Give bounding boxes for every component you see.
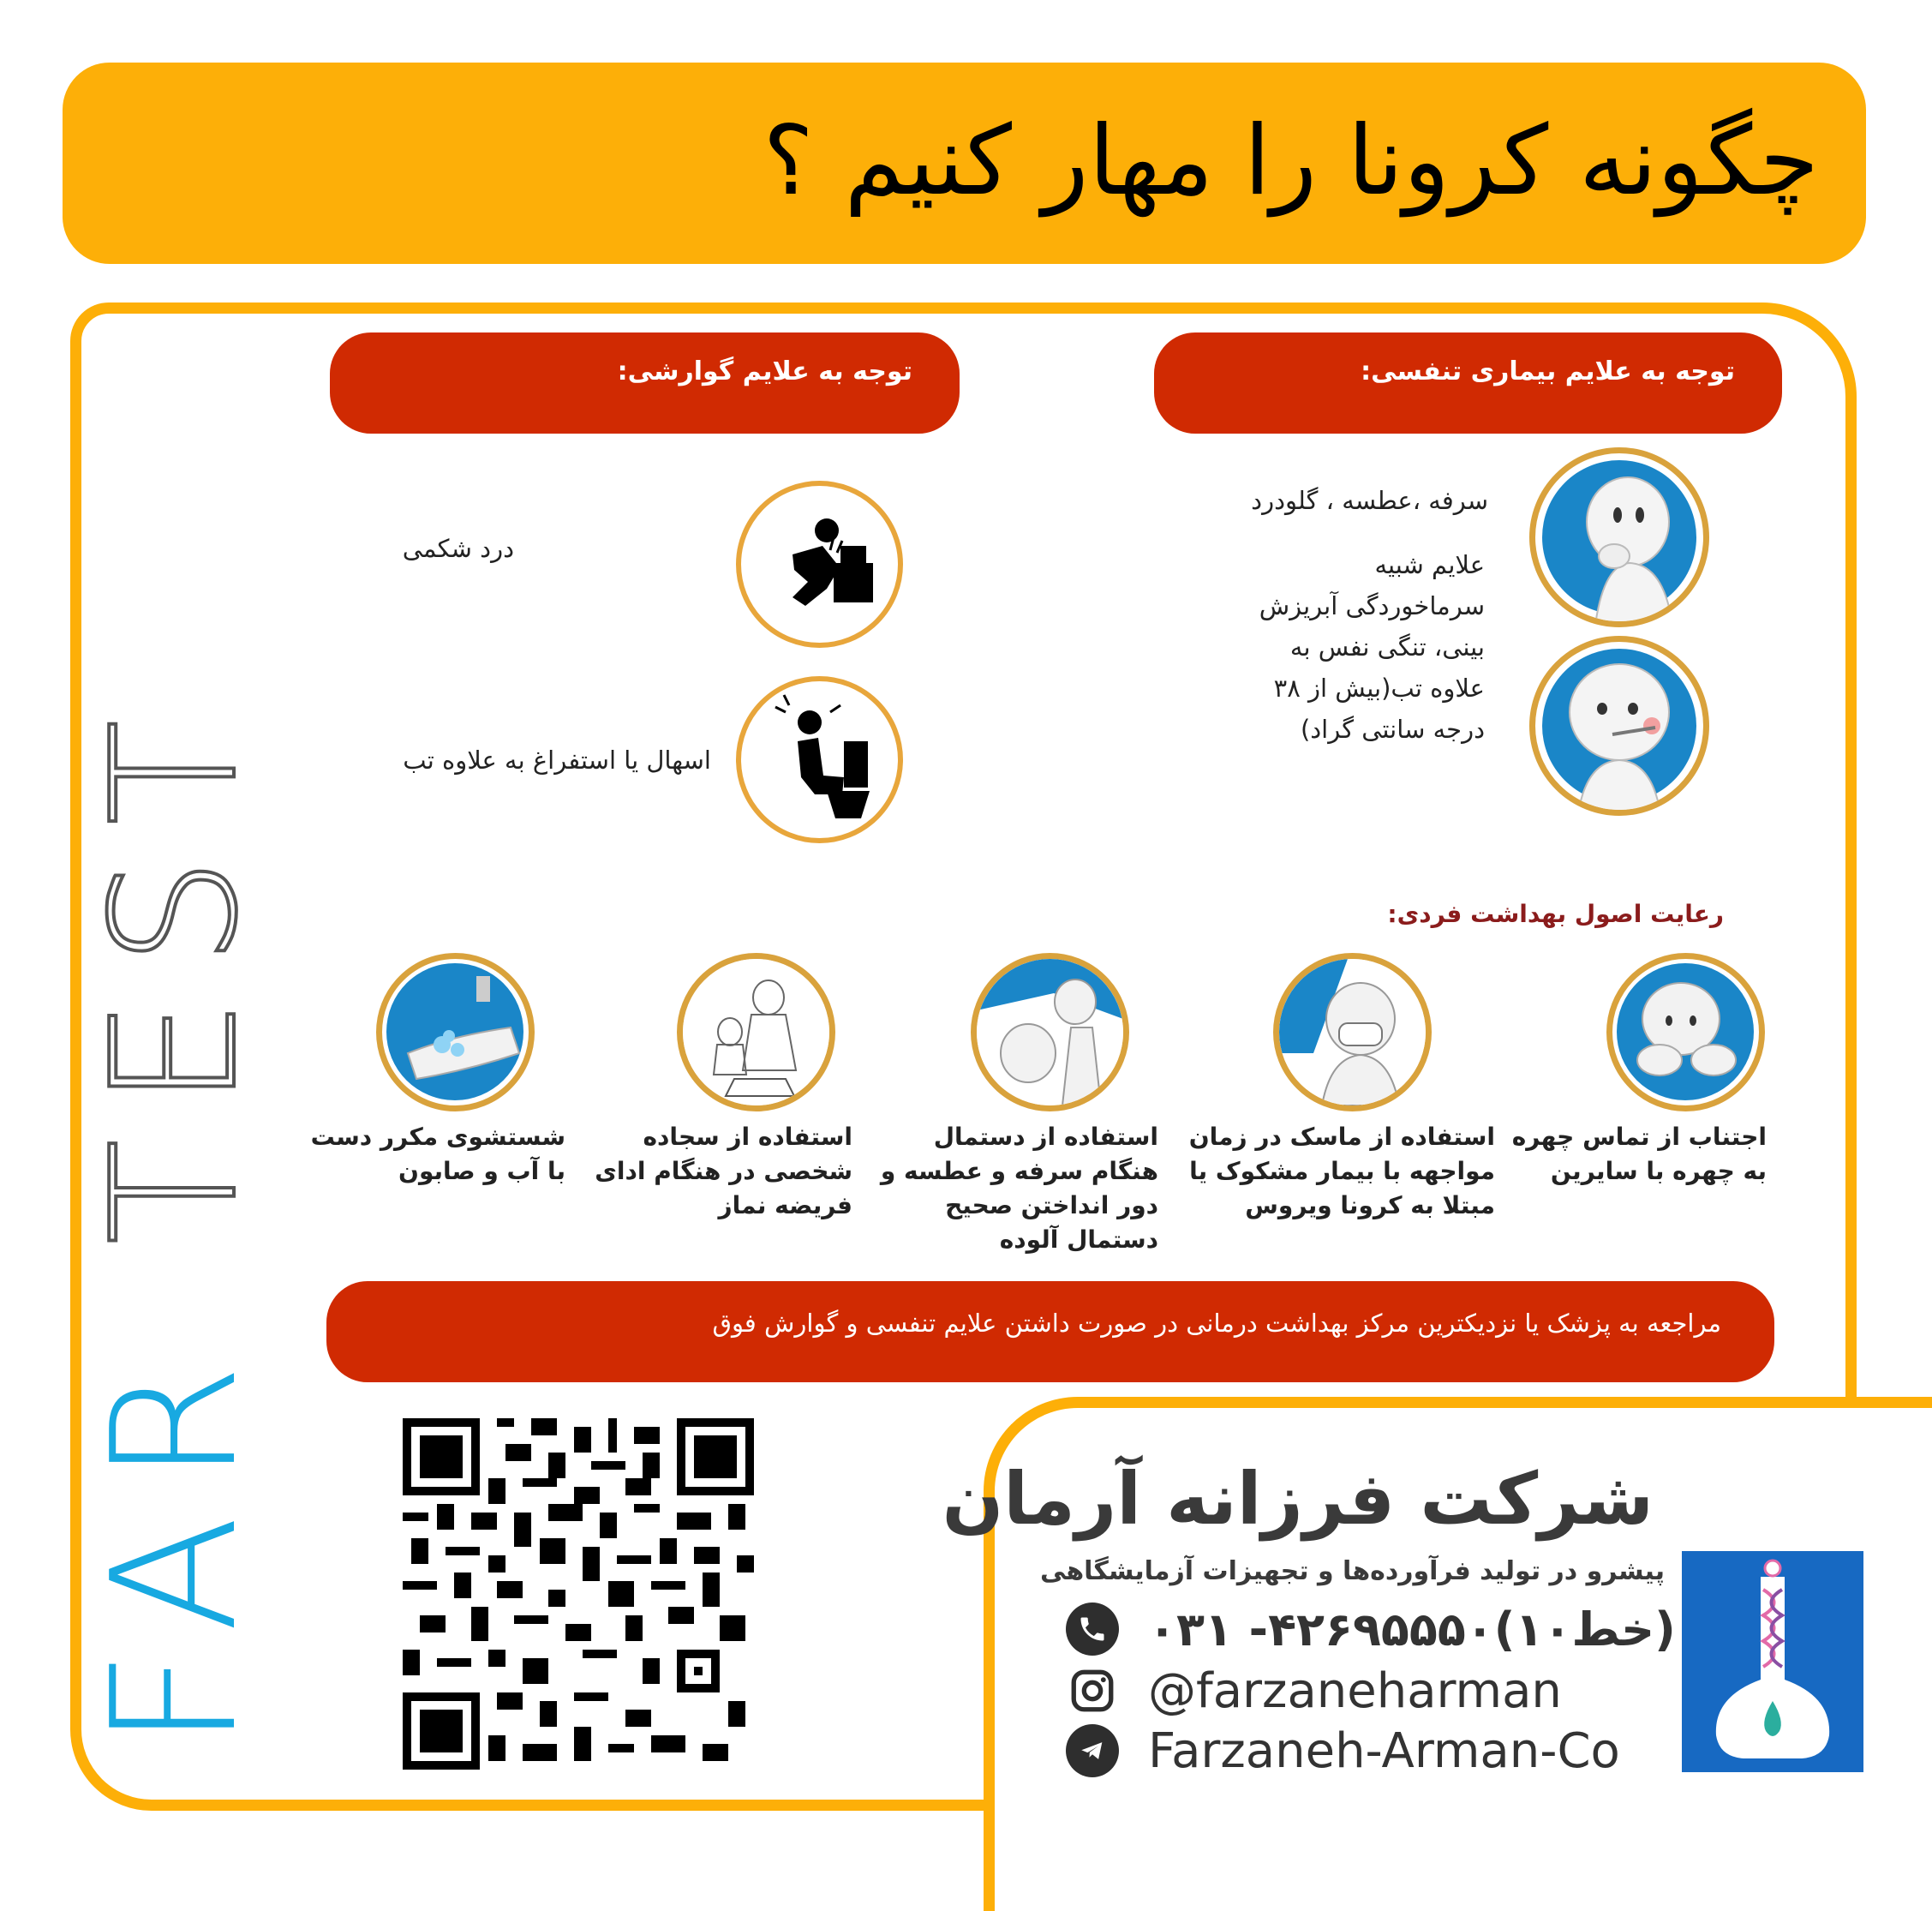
hygiene-label-line: شستشوی مکرر دست: [310, 1123, 565, 1151]
prayer-rug-icon: [677, 953, 835, 1111]
hygiene-label-line: استفاده از دستمال: [933, 1123, 1158, 1151]
phone-number: ۰۳۱ -۴۲۶۹۵۵۵۰(۱۰خط): [1148, 1602, 1676, 1656]
respiratory-symptom-2-line: علایم شبیه: [1374, 550, 1485, 579]
page-title: چگونه کرونا را مهار کنیم ؟: [763, 105, 1819, 217]
company-name: شرکت فرزانه آرمان: [942, 1457, 1654, 1541]
digestive-symptom-2: اسهال یا استفراغ به علاوه تب: [403, 746, 711, 775]
instagram-row[interactable]: [1066, 1661, 1562, 1721]
digestive-symptom-1: درد شکمی: [402, 534, 514, 563]
cough-figure-icon: [1529, 447, 1709, 627]
brand-test: TEST: [75, 687, 275, 1244]
telegram-channel: Farzaneh-Arman-Co: [1148, 1722, 1620, 1779]
title-banner: [63, 63, 1866, 264]
respiratory-heading-pill: [1154, 332, 1782, 434]
hygiene-label-mask: [1189, 1120, 1495, 1223]
hygiene-label-line: به چهره با سایرین: [1550, 1157, 1767, 1185]
tissue-sneeze-icon: [971, 953, 1129, 1111]
brand-far: FAR: [75, 1331, 275, 1748]
phone-icon: [1066, 1602, 1119, 1656]
respiratory-symptom-2-line: درجه سانتی گراد): [1300, 715, 1485, 744]
hygiene-label-line: با آب و صابون: [398, 1157, 565, 1185]
respiratory-symptom-1: سرفه ،عطسه ، گلودرد: [1251, 486, 1488, 515]
digestive-heading-pill: [330, 332, 960, 434]
hand-washing-icon: [376, 953, 535, 1111]
qr-code[interactable]: [403, 1418, 754, 1770]
hygiene-label-line: دور انداختن صحیح: [945, 1191, 1158, 1219]
fever-figure-icon: [1529, 636, 1709, 816]
abdominal-pain-icon: [736, 481, 903, 648]
hygiene-label-face-contact: [1512, 1120, 1767, 1189]
telegram-icon: [1066, 1724, 1119, 1777]
hygiene-label-line: فریضه نماز: [718, 1191, 852, 1219]
flask-dna-logo: [1682, 1551, 1863, 1772]
referral-pill: [326, 1281, 1774, 1382]
hygiene-label-line: مواجهه با بیمار مشکوک یا: [1189, 1157, 1495, 1185]
hygiene-heading: رعایت اصول بهداشت فردی:: [1387, 900, 1724, 928]
hygiene-label-hand-washing: [311, 1120, 565, 1189]
hygiene-label-line: مبتلا به کرونا ویروس: [1245, 1191, 1495, 1219]
respiratory-symptom-2-line: علاوه تب(بیش از ۳۸: [1273, 674, 1485, 703]
hygiene-label-tissue: [881, 1120, 1158, 1257]
brand-vertical-wordmark: [75, 687, 275, 1748]
hygiene-label-line: اجتناب از تماس چهره: [1511, 1123, 1767, 1151]
hygiene-label-line: شخصی در هنگام ادای: [595, 1157, 852, 1185]
hygiene-label-line: استفاده از سجاده: [643, 1123, 852, 1151]
digestive-heading: توجه به علایم گوارشی:: [617, 356, 912, 386]
instagram-icon: [1066, 1664, 1119, 1717]
hygiene-label-line: استفاده از ماسک در زمان: [1188, 1123, 1495, 1151]
respiratory-symptom-2-line: بینی، تنگی نفس به: [1289, 632, 1485, 662]
hygiene-label-line: هنگام سرفه و عطسه و: [880, 1157, 1158, 1185]
instagram-handle: @farzaneharman: [1148, 1662, 1562, 1719]
face-contact-icon: [1606, 953, 1765, 1111]
hygiene-label-line: دستمال آلوده: [999, 1225, 1158, 1254]
face-mask-icon: [1273, 953, 1432, 1111]
hygiene-label-prayer-rug: [595, 1120, 852, 1223]
respiratory-symptom-2-line: سرماخوردگی آبریزش: [1259, 591, 1485, 620]
respiratory-symptom-2: [1228, 544, 1485, 750]
referral-text: مراجعه به پزشک یا نزدیکترین مرکز بهداشت درمانی در صورت داشتن علایم تنفسی و گوارش فوق: [712, 1309, 1721, 1338]
toilet-diarrhea-icon: [736, 676, 903, 843]
respiratory-heading: توجه به علایم بیماری تنفسی:: [1361, 356, 1735, 386]
company-tagline: پیشرو در تولید فرآورده‌ها و تجهیزات آزمایشگاهی: [1040, 1556, 1665, 1586]
phone-row[interactable]: [1066, 1599, 1676, 1659]
telegram-row[interactable]: [1066, 1721, 1620, 1781]
